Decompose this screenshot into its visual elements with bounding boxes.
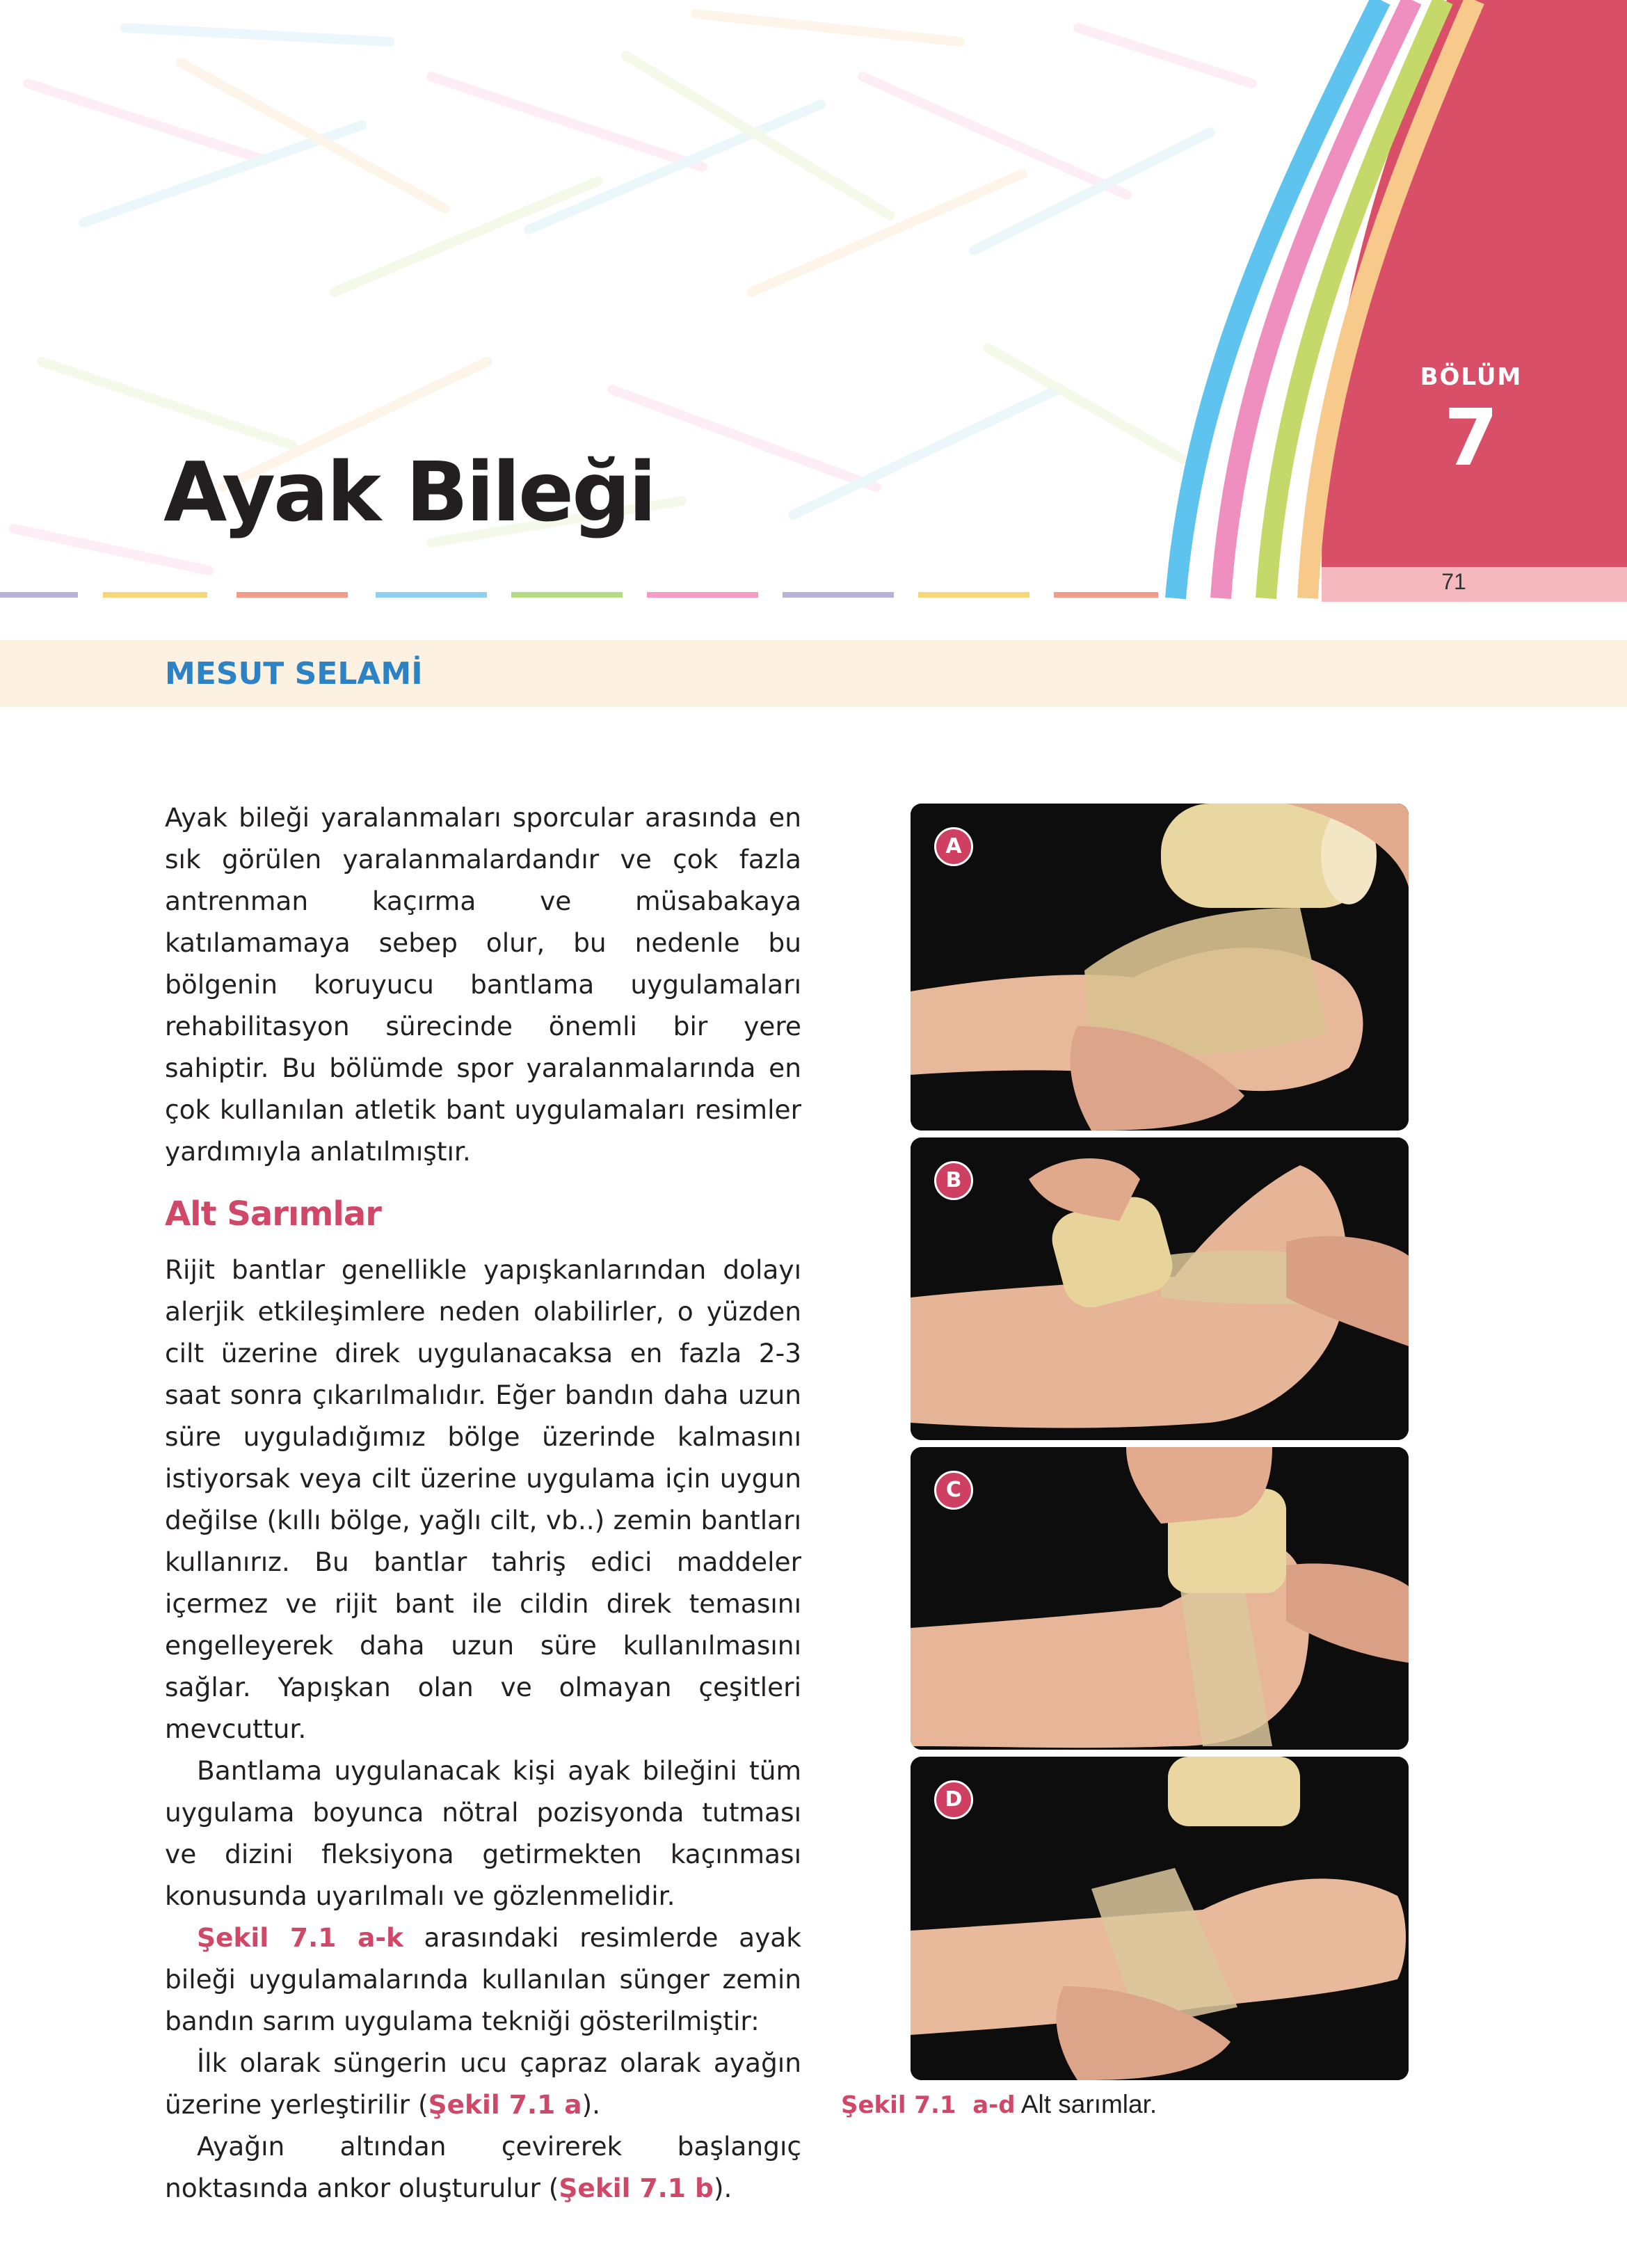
- figure-panel-d: [911, 1757, 1409, 2080]
- paragraph-text: Ayağın altından çevirerek başlangıç noktasında ankor oluşturulur (: [165, 2131, 801, 2203]
- author-name: MESUT SELAMİ: [165, 656, 423, 692]
- panel-label-d: D: [934, 1780, 973, 1819]
- panel-label-c: C: [934, 1471, 973, 1510]
- chapter-label: BÖLÜM: [1420, 363, 1523, 391]
- paragraph-text: ).: [713, 2173, 732, 2203]
- caption-reference: Şekil 7.1 a-d: [841, 2091, 1016, 2119]
- paragraph-5: [165, 2125, 801, 2209]
- body-text: [165, 797, 801, 2209]
- paragraph-1: Rijit bantlar genellikle yapışkanlarından dolayı alerjik etkileşimlere neden olabilirler, o yüzden cilt üzerine direk uygulanacaksa en fazla 2-3 saat sonra çıkarılmalıdır. Eğer bandın daha uzun süre uyguladığımız bölge üzerinde kalmasını istiyorsak veya cilt üzerine uygulama için uygun değilse (kıllı bölge, yağlı cilt, vb..) zemin bantları kullanırız. Bu bantlar tahriş edici maddeler içermez ve rijit bant ile cildin direk temasını engelleyerek daha uzun süre kullanılmasını sağlar. Yapışkan olan ve olmayan çeşitleri mevcuttur.: [165, 1254, 801, 1744]
- figure-panel-b: [911, 1137, 1409, 1440]
- paragraph-4: [165, 2042, 801, 2125]
- paragraph-3: [165, 1917, 801, 2042]
- figure-reference: Şekil 7.1 b: [559, 2173, 714, 2203]
- photo-ankle-taping-d: [911, 1757, 1409, 2080]
- paragraph-text: İlk olarak süngerin ucu çapraz olarak ayağın üzerine yerleştirilir (: [165, 2047, 801, 2120]
- panel-label-a: A: [934, 827, 973, 866]
- figure-reference: Şekil 7.1 a-k: [197, 1922, 403, 1953]
- paragraph-2: Bantlama uygulanacak kişi ayak bileğini tüm uygulama boyunca nötral pozisyonda tutması ve dizini fleksiyona getirmekten kaçınması konusunda uyarılmalı ve gözlenmelidir.: [165, 1755, 801, 1911]
- panel-label-b: B: [934, 1161, 973, 1200]
- chapter-title: Ayak Bileği: [163, 444, 655, 540]
- figure-panel-a: [911, 804, 1409, 1131]
- page-number: 71: [1441, 569, 1466, 594]
- paragraph-text: ).: [582, 2089, 601, 2120]
- intro-paragraph: Ayak bileği yaralanmaları sporcular arasında en sık görülen yaralanmalardandır ve çok fazla antrenman kaçırma ve müsabakaya katılamamaya sebep olur, bu nedenle bu bölgenin koruyucu bantlama uygulamaları rehabilitasyon sürecinde önemli bir yere sahiptir. Bu bölümde spor yaralanmalarında en çok kullanılan atletik bant uygulamaları resimler yardımıyla anlatılmıştır.: [165, 802, 801, 1167]
- photo-ankle-taping-a: [911, 804, 1409, 1131]
- paragraph-text: arasındaki resimlerde ayak bileği uygulamalarında kullanılan sünger zemin bandın sarım uygulama tekniği gösterilmiştir:: [165, 1922, 801, 2036]
- section-heading: Alt Sarımlar: [165, 1195, 381, 1233]
- photo-ankle-taping-b: [911, 1137, 1409, 1440]
- figure-reference: Şekil 7.1 a: [428, 2089, 582, 2120]
- photo-ankle-taping-c: [911, 1447, 1409, 1750]
- caption-text: Alt sarımlar.: [1015, 2090, 1157, 2118]
- figure-caption: [841, 2090, 1157, 2119]
- chapter-number: 7: [1444, 393, 1498, 484]
- figure-panel-c: [911, 1447, 1409, 1750]
